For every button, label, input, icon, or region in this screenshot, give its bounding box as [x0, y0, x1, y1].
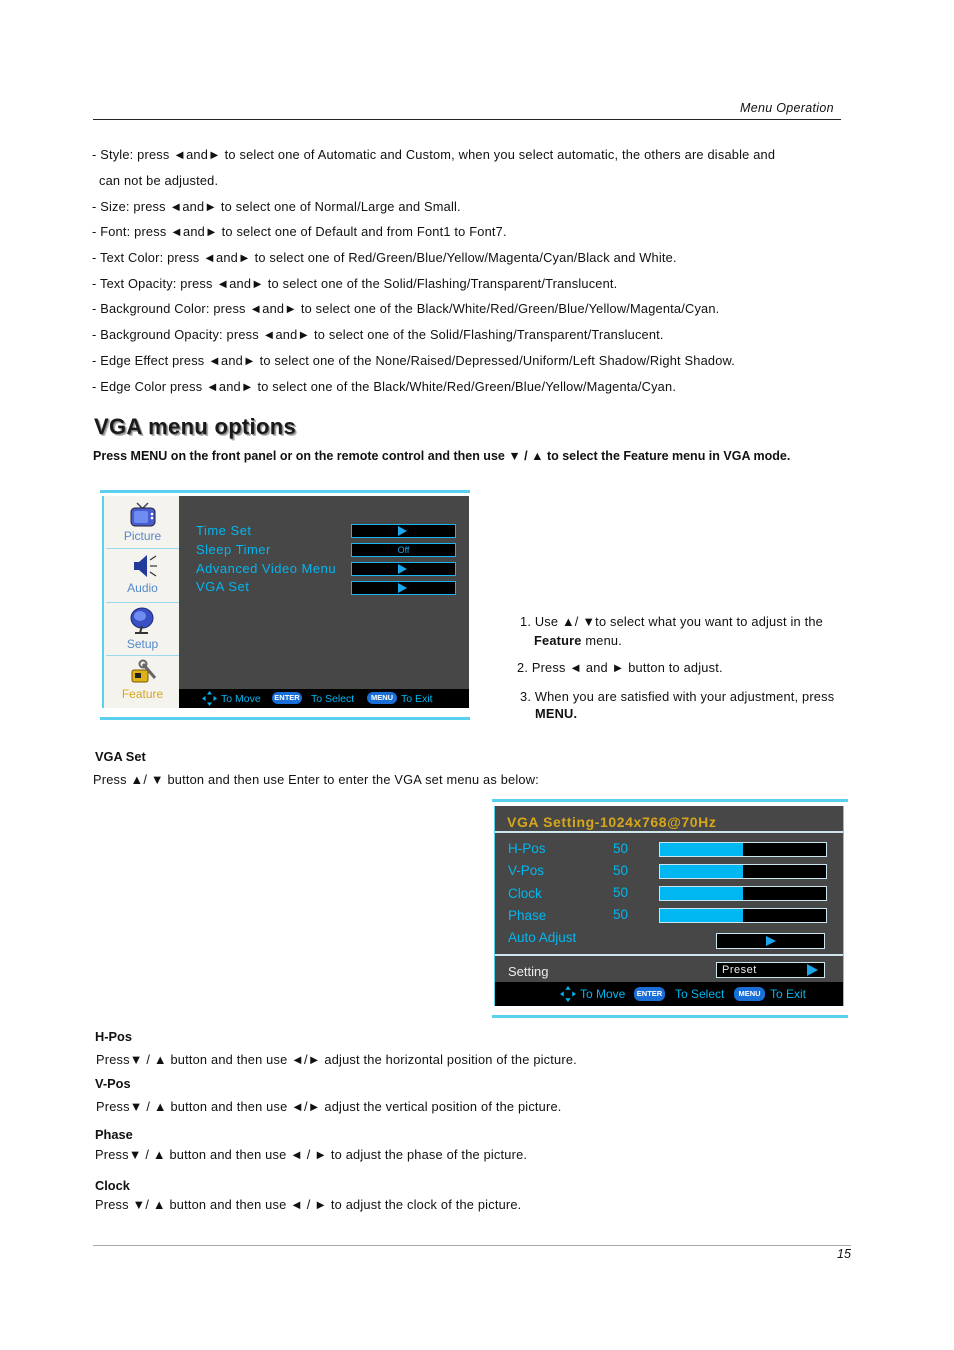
- step-2: 2. Press ◄ and ► button to adjust.: [517, 660, 723, 675]
- v-pos-fill: [660, 865, 743, 878]
- step-1-rest: menu.: [581, 633, 622, 648]
- to-select-label: To Select: [675, 987, 725, 1001]
- bullet-text-color: - Text Color: press ◄and► to select one of Red/Green/Blue/Yellow/Magenta/Cyan/Black and White.: [92, 250, 677, 265]
- auto-adjust-box[interactable]: [716, 933, 825, 949]
- satellite-dish-icon: [126, 606, 160, 636]
- item-h-pos[interactable]: H-Pos: [508, 841, 546, 856]
- menu-badge: MENU: [734, 987, 765, 1001]
- feature-osd-footer: [179, 689, 469, 708]
- phase-value: 50: [613, 907, 629, 922]
- sidebar-item-picture[interactable]: [104, 502, 181, 543]
- bullet-style: - Style: press ◄and► to select one of Automatic and Custom, when you select automatic, the others are disable and: [92, 147, 776, 162]
- clock-value: 50: [613, 885, 629, 900]
- tools-icon: [126, 658, 160, 686]
- to-exit-label: To Exit: [401, 693, 433, 705]
- play-arrow-icon: [766, 936, 776, 946]
- v-pos-heading: V-Pos: [95, 1076, 131, 1091]
- sidebar-item-audio[interactable]: [104, 552, 181, 595]
- item-v-pos[interactable]: V-Pos: [508, 863, 545, 878]
- sleep-timer-value-box[interactable]: [351, 543, 456, 557]
- bullet-font: - Font: press ◄and► to select one of Default and from Font1 to Font7.: [92, 224, 507, 239]
- sidebar-divider: [106, 548, 179, 549]
- setting-label: Setting: [508, 964, 549, 979]
- play-arrow-icon: [398, 526, 407, 536]
- bullet-style-cont: can not be adjusted.: [99, 173, 219, 188]
- sidebar-divider: [106, 655, 179, 656]
- title-divider: [495, 831, 843, 833]
- sleep-timer-value: Off: [397, 545, 410, 555]
- menu-item-sleep-timer[interactable]: Sleep Timer: [196, 542, 271, 557]
- setting-preset-value: Preset: [722, 964, 757, 976]
- phase-heading: Phase: [95, 1127, 133, 1142]
- osd-sidebar: [102, 496, 181, 708]
- bullet-text-opacity: - Text Opacity: press ◄and► to select one of the Solid/Flashing/Transparent/Translucent.: [92, 276, 618, 291]
- h-pos-fill: [660, 843, 743, 856]
- bullet-background-color: - Background Color: press ◄and► to select one of the Black/White/Red/Green/Blue/Yellow/Magenta/Cyan.: [92, 301, 720, 316]
- v-pos-value: 50: [613, 863, 629, 878]
- menu-item-advanced-video[interactable]: Advanced Video Menu: [196, 561, 337, 576]
- footer-rule: [93, 1245, 851, 1246]
- bullet-edge-color: - Edge Color press ◄and► to select one of the Black/White/Red/Green/Blue/Yellow/Magenta/Cyan.: [92, 379, 677, 394]
- phase-text: Press▼ / ▲ button and then use ◄ / ► to adjust the phase of the picture.: [95, 1147, 528, 1162]
- v-pos-text: Press▼ / ▲ button and then use ◄/► adjust the vertical position of the picture.: [96, 1099, 562, 1114]
- clock-fill: [660, 887, 743, 900]
- play-arrow-icon: [398, 583, 407, 593]
- item-phase[interactable]: Phase: [508, 908, 547, 923]
- speaker-icon: [126, 552, 160, 580]
- page-number: 15: [837, 1247, 851, 1261]
- item-auto-adjust[interactable]: Auto Adjust: [508, 930, 577, 945]
- h-pos-value: 50: [613, 841, 629, 856]
- navigation-arrows-icon: [560, 986, 576, 1002]
- play-arrow-icon: [398, 564, 407, 574]
- h-pos-text: Press▼ / ▲ button and then use ◄/► adjust the horizontal position of the picture.: [96, 1052, 577, 1067]
- vga-set-heading: VGA Set: [95, 749, 146, 764]
- enter-badge: ENTER: [272, 692, 302, 704]
- bullet-edge-effect: - Edge Effect press ◄and► to select one of the None/Raised/Depressed/Uniform/Left Shadow/Right Shadow.: [92, 353, 736, 368]
- clock-slider[interactable]: [659, 886, 827, 901]
- bullet-size: - Size: press ◄and► to select one of Normal/Large and Small.: [92, 199, 461, 214]
- sidebar-label-audio: Audio: [127, 581, 158, 595]
- step-1: 1. Use ▲/ ▼to select what you want to adjust in the: [520, 614, 823, 629]
- header-rule: [93, 119, 841, 120]
- vga-set-text: Press ▲/ ▼ button and then use Enter to enter the VGA set menu as below:: [93, 772, 539, 787]
- sidebar-divider: [106, 602, 179, 603]
- step-3-cont: MENU.: [535, 706, 578, 721]
- sidebar-item-feature[interactable]: [104, 658, 181, 701]
- vga-setting-title: VGA Setting-1024x768@70Hz: [507, 814, 717, 830]
- to-move-label: To Move: [221, 693, 261, 705]
- phase-fill: [660, 909, 743, 922]
- sidebar-label-picture: Picture: [123, 529, 162, 543]
- to-exit-label: To Exit: [770, 987, 807, 1001]
- vga-set-arrow-box[interactable]: [351, 581, 456, 595]
- navigation-arrows-icon: [202, 691, 217, 706]
- feature-word: Feature: [534, 633, 582, 648]
- phase-slider[interactable]: [659, 908, 827, 923]
- to-move-label: To Move: [580, 987, 626, 1001]
- menu-item-time-set[interactable]: Time Set: [196, 523, 252, 538]
- bullet-background-opacity: - Background Opacity: press ◄and► to select one of the Solid/Flashing/Transparent/Translucent.: [92, 327, 664, 342]
- item-clock[interactable]: Clock: [508, 886, 542, 901]
- step-1-cont: [534, 633, 622, 648]
- step-3: 3. When you are satisfied with your adjustment, press: [520, 689, 835, 704]
- advanced-video-arrow-box[interactable]: [351, 562, 456, 576]
- setting-divider: [495, 954, 843, 956]
- clock-heading: Clock: [95, 1178, 130, 1193]
- section-header: Menu Operation: [740, 101, 834, 115]
- sidebar-item-setup[interactable]: [104, 606, 181, 651]
- sidebar-label-setup: Setup: [126, 637, 159, 651]
- vga-osd-footer: [495, 982, 843, 1006]
- h-pos-heading: H-Pos: [95, 1029, 132, 1044]
- menu-badge: MENU: [367, 692, 397, 704]
- sidebar-label-feature: Feature: [121, 687, 164, 701]
- menu-item-vga-set[interactable]: VGA Set: [196, 579, 250, 594]
- enter-badge: ENTER: [634, 987, 665, 1001]
- vga-setting-panel: [494, 806, 844, 1006]
- vga-menu-heading: VGA menu options: [94, 414, 296, 439]
- h-pos-slider[interactable]: [659, 842, 827, 857]
- tv-icon: [126, 502, 160, 530]
- time-set-arrow-box[interactable]: [351, 524, 456, 538]
- play-arrow-icon: [807, 964, 818, 976]
- setting-preset-box[interactable]: [716, 962, 825, 978]
- clock-text: Press ▼/ ▲ button and then use ◄ / ► to adjust the clock of the picture.: [95, 1197, 522, 1212]
- feature-menu-panel: [179, 496, 469, 708]
- v-pos-slider[interactable]: [659, 864, 827, 879]
- to-select-label: To Select: [311, 693, 355, 705]
- vga-intro: Press MENU on the front panel or on the remote control and then use ▼ / ▲ to select the Feature menu in VGA mode.: [93, 449, 791, 463]
